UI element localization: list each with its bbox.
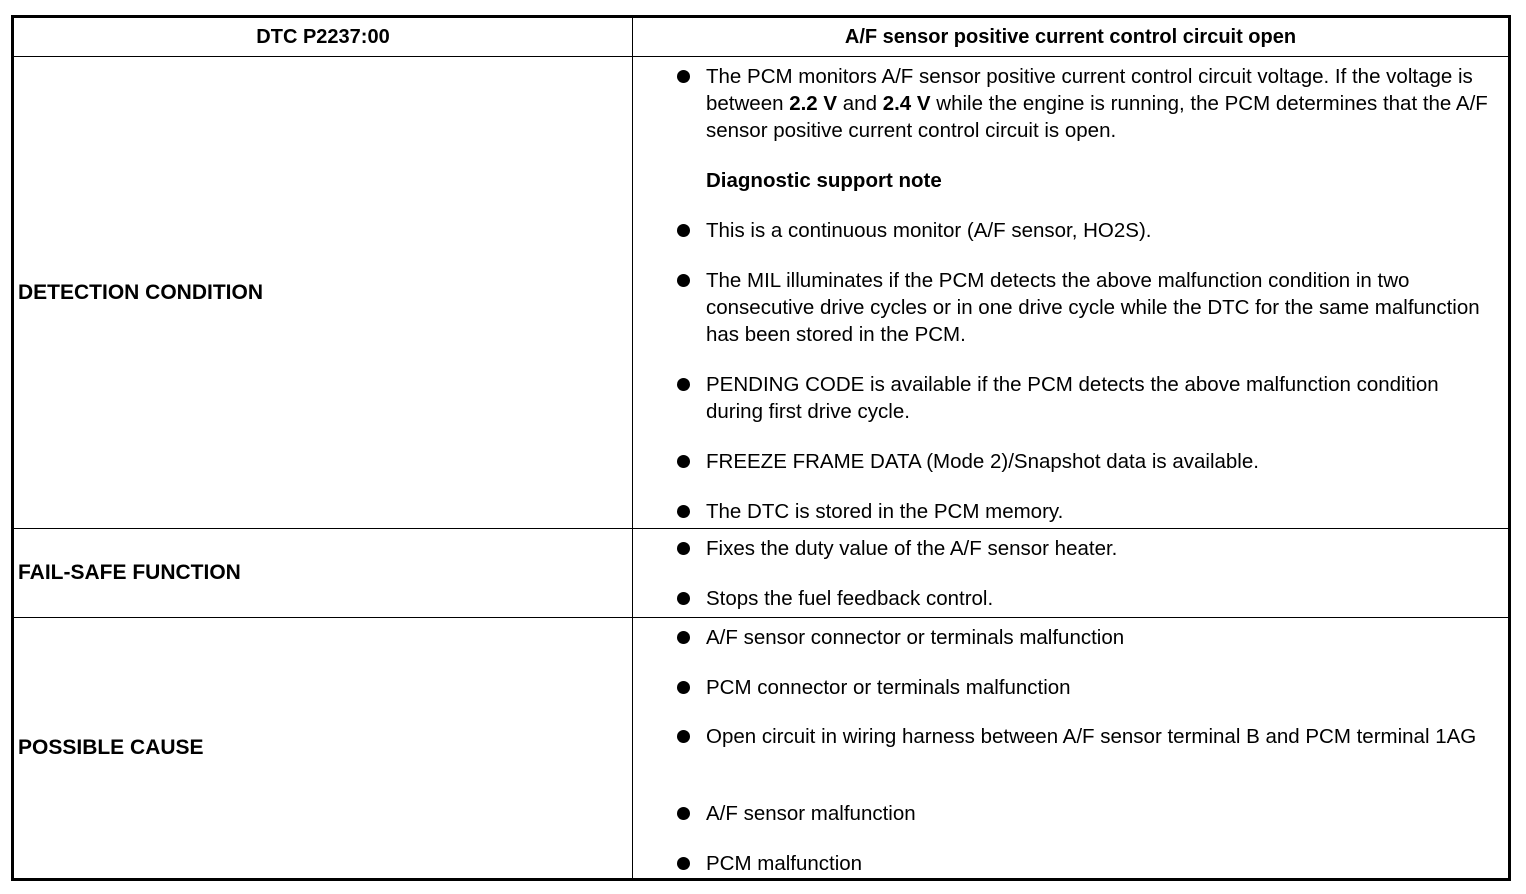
note-text: The MIL illuminates if the PCM detects the above malfunction condition in two consecutive drive cycles or in one drive cycle while the DTC for the same malfunction has been stored in the PCM. (706, 269, 1480, 346)
dtc-code-cell (14, 18, 633, 56)
dtc-description-cell (633, 18, 1508, 56)
note-text: PENDING CODE is available if the PCM detects the above malfunction condition during first drive cycle. (706, 373, 1439, 423)
bullet-icon (677, 455, 690, 468)
bullet-icon (677, 807, 690, 820)
cause-text: PCM malfunction (706, 852, 863, 875)
detection-row (14, 56, 1508, 528)
cause-text: PCM connector or terminals malfunction (706, 676, 1071, 699)
bullet-icon (677, 224, 690, 237)
dtc-description: A/F sensor positive current control circuit open (844, 25, 1297, 48)
detection-label-cell (14, 57, 633, 528)
bullet-icon (677, 730, 690, 743)
cause-text: Open circuit in wiring harness between A/F sensor terminal B and PCM terminal 1AG (706, 725, 1477, 748)
voltage-low: 2.2 V (789, 92, 838, 115)
bullet-icon (677, 631, 690, 644)
bullet-icon (677, 857, 690, 870)
failsafe-row (14, 528, 1508, 617)
detection-main-text: The PCM monitors A/F sensor positive current control circuit voltage. If the voltage is between 2.2 V and 2.4 V while the engine is running, the PCM determines that the A/F sensor positive current control circuit is open. (706, 65, 1488, 142)
header-row (14, 18, 1508, 56)
detection-content (633, 57, 1508, 528)
detection-label: DETECTION CONDITION (18, 280, 263, 304)
cause-label-cell (14, 618, 633, 878)
bullet-icon (677, 70, 690, 83)
note-text: This is a continuous monitor (A/F sensor, HO2S). (706, 219, 1152, 242)
failsafe-text: Fixes the duty value of the A/F sensor heater. (706, 537, 1118, 560)
cause-text: A/F sensor malfunction (706, 802, 916, 825)
cause-label: POSSIBLE CAUSE (18, 736, 204, 759)
dtc-table (11, 15, 1511, 881)
bullet-icon (677, 378, 690, 391)
bullet-icon (677, 592, 690, 605)
note-text: FREEZE FRAME DATA (Mode 2)/Snapshot data is available. (706, 450, 1259, 473)
failsafe-content (633, 529, 1508, 617)
failsafe-label: FAIL-SAFE FUNCTION (18, 561, 241, 584)
dtc-code: DTC P2237:00 (256, 25, 390, 48)
failsafe-text: Stops the fuel feedback control. (706, 587, 994, 610)
note-text: The DTC is stored in the PCM memory. (706, 500, 1064, 523)
bullet-icon (677, 505, 690, 518)
bullet-icon (677, 542, 690, 555)
cause-content (633, 618, 1508, 878)
bullet-icon (677, 681, 690, 694)
failsafe-label-cell (14, 529, 633, 617)
note-heading: Diagnostic support note (706, 169, 942, 192)
bullet-icon (677, 274, 690, 287)
voltage-high: 2.4 V (882, 92, 931, 115)
cause-row (14, 617, 1508, 878)
cause-text: A/F sensor connector or terminals malfunction (706, 626, 1125, 649)
